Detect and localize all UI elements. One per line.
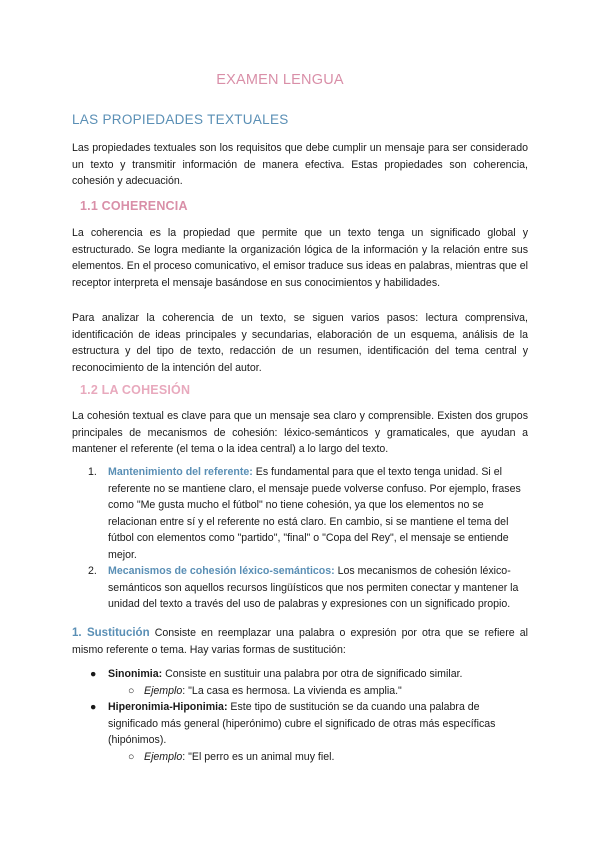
section-heading: LAS PROPIEDADES TEXTUALES [72, 112, 289, 127]
example-label: Ejemplo [144, 750, 183, 763]
list-number: 2. [88, 565, 97, 577]
document-title: EXAMEN LENGUA [216, 72, 344, 88]
term-label: Hiperonimia-Hiponimia: [108, 701, 228, 713]
list-number: 1. [88, 466, 97, 478]
list-item [72, 666, 528, 683]
list-item-label: Mecanismos de cohesión léxico-semánticos: [108, 565, 335, 577]
example-item [72, 683, 528, 700]
coherencia-paragraph-1: La coherencia es la propiedad que permite que un texto tenga un significado global y estructurado. Se logra mediante la organización lógica de la información y la relación entre sus elementos. En el proceso comunicativo, el emisor traduce sus ideas en palabras, mientras que el receptor interpreta el mensaje basándose en sus conocimientos y habilidades. [72, 227, 528, 289]
coherencia-heading: 1.1 COHERENCIA [80, 199, 188, 213]
list-item-label: Mantenimiento del referente: [108, 466, 253, 478]
list-item [72, 464, 528, 563]
list-item [72, 699, 528, 749]
list-item-text: Es fundamental para que el texto tenga unidad. Si el referente no se mantiene claro, el mensaje puede volverse confuso. Por ejemplo, frases como "Me gusta mucho el fútbol" no tiene cohesión, ya que los elementos no se relacionan entre sí y el referente no está claro. En cambio, si se mantiene el tema del fútbol con elementos como "partido", "final" o "Copa del Rey", el mensaje se entiende mejor. [108, 466, 521, 561]
sustitucion-label: 1. Sustitución [72, 627, 150, 639]
ring-bullet-icon: ○ [128, 750, 135, 763]
cohesion-list [72, 464, 528, 613]
coherencia-paragraph-2: Para analizar la coherencia de un texto, se siguen varios pasos: lectura comprensiva, identificación de ideas principales y secundarias, elaboración de un esquema, análisis de la estructura y del tipo de texto, redacción de un resumen, identificación del tema central y reconocimiento de la intención del autor. [72, 312, 528, 374]
example-text: : "La casa es hermosa. La vivienda es amplia." [182, 684, 402, 697]
term-text: Consiste en sustituir una palabra por otra de significado similar. [162, 668, 463, 680]
term-text: Este tipo de sustitución se da cuando una palabra de significado más general (hiperónimo) cubre el significado de otras más específicas (hipónimos). [108, 701, 496, 746]
list-item [72, 563, 528, 613]
sustitucion-paragraph [72, 625, 528, 658]
bullet-icon: ● [90, 701, 97, 713]
ring-bullet-icon: ○ [128, 684, 135, 697]
sustitucion-text: Consiste en reemplazar una palabra o expresión por otra que se refiere al mismo referente o tema. Hay varias formas de sustitución: [72, 627, 529, 656]
example-item [72, 749, 528, 766]
bullet-icon: ● [90, 668, 97, 680]
cohesion-paragraph: La cohesión textual es clave para que un mensaje sea claro y comprensible. Existen dos grupos principales de mecanismos de cohesión: léxico-semánticos y gramaticales, que ayudan a mantener el referente (el tema o la idea central) a lo largo del texto. [72, 410, 528, 455]
term-label: Sinonimia: [108, 668, 163, 680]
intro-paragraph: Las propiedades textuales son los requisitos que debe cumplir un mensaje para ser considerado un texto y transmitir información de manera efectiva. Estas propiedades son coherencia, cohesión y adecuación. [72, 142, 528, 187]
list-item-text: Los mecanismos de cohesión léxico-semánticos son aquellos recursos lingüísticos que nos permiten conectar y mantener la unidad del texto a través del uso de palabras y expresiones con un significado propio. [108, 565, 519, 610]
cohesion-heading: 1.2 LA COHESIÓN [80, 383, 191, 397]
example-label: Ejemplo [144, 684, 183, 697]
example-text: : "El perro es un animal muy fiel. [182, 750, 335, 763]
sustitucion-list [72, 666, 528, 765]
